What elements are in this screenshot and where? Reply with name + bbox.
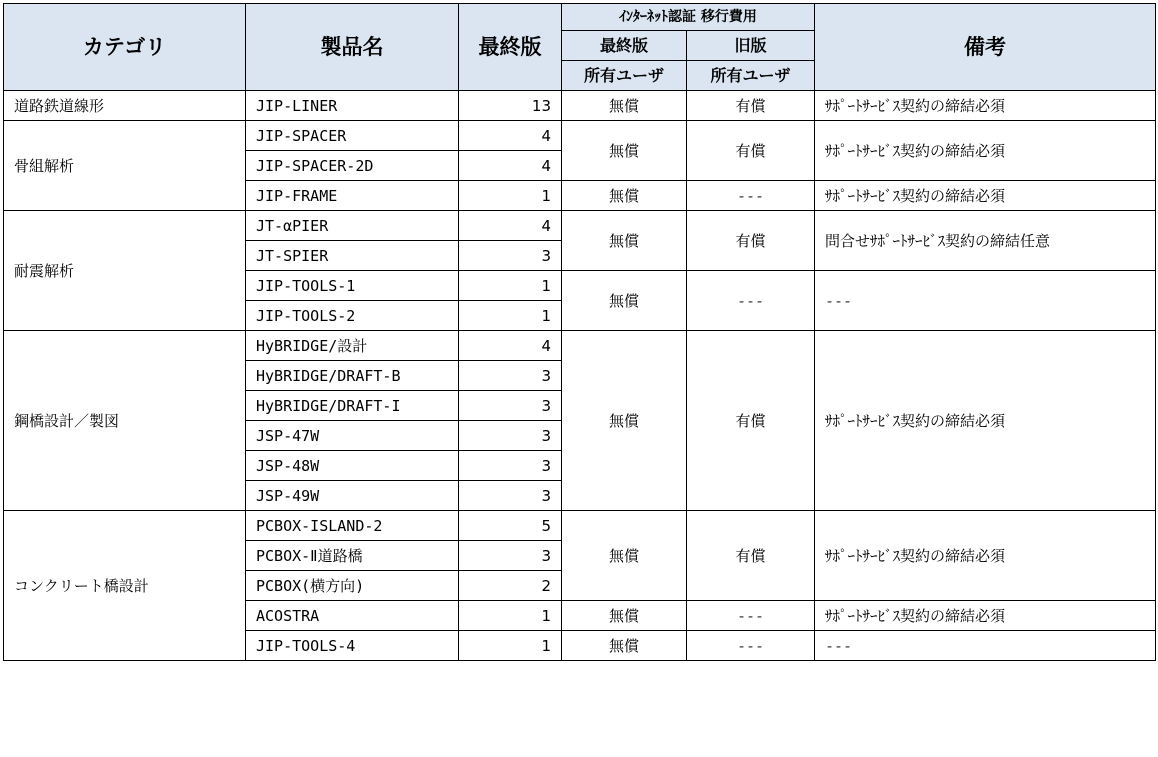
product-name-cell: JIP-TOOLS-4 [246,631,459,661]
product-name-cell: JSP-47W [246,421,459,451]
product-name-cell: HyBRIDGE/設計 [246,331,459,361]
category-cell: 骨組解析 [4,121,246,211]
category-cell: 耐震解析 [4,211,246,331]
latest-owner-cost-cell: 無償 [562,91,687,121]
migration-cost-table [3,3,1156,661]
version-cell: 1 [459,301,562,331]
header-category: カテゴリ [4,4,246,91]
product-name-cell: ACOSTRA [246,601,459,631]
version-cell: 3 [459,391,562,421]
product-name-cell: HyBRIDGE/DRAFT-B [246,361,459,391]
header-latest-owner-line2: 所有ユーザ [562,61,687,91]
version-cell: 3 [459,241,562,271]
note-cell: ｻﾎﾟｰﾄｻｰﾋﾞｽ契約の締結必須 [815,181,1156,211]
note-cell: ｻﾎﾟｰﾄｻｰﾋﾞｽ契約の締結必須 [815,121,1156,181]
header-notes: 備考 [815,4,1156,91]
latest-owner-cost-cell: 無償 [562,601,687,631]
header-old-owner-line2: 所有ユーザ [687,61,815,91]
header-old-owner-line1: 旧版 [687,31,815,61]
version-cell: 1 [459,181,562,211]
table-row [4,211,1156,241]
migration-cost-table-container [3,3,1156,661]
old-owner-cost-cell: --- [687,631,815,661]
product-name-cell: PCBOX(横方向) [246,571,459,601]
product-name-cell: JSP-49W [246,481,459,511]
version-cell: 4 [459,121,562,151]
product-name-cell: PCBOX-Ⅱ道路橋 [246,541,459,571]
header-migration-cost: ｲﾝﾀｰﾈｯﾄ認証 移行費用 [562,4,815,31]
header-product-name: 製品名 [246,4,459,91]
note-cell: ｻﾎﾟｰﾄｻｰﾋﾞｽ契約の締結必須 [815,91,1156,121]
product-name-cell: HyBRIDGE/DRAFT-I [246,391,459,421]
note-cell: ｻﾎﾟｰﾄｻｰﾋﾞｽ契約の締結必須 [815,601,1156,631]
note-cell: --- [815,631,1156,661]
version-cell: 3 [459,541,562,571]
product-name-cell: JIP-TOOLS-2 [246,301,459,331]
product-name-cell: PCBOX-ISLAND-2 [246,511,459,541]
old-owner-cost-cell: 有償 [687,511,815,601]
product-name-cell: JIP-SPACER [246,121,459,151]
version-cell: 4 [459,211,562,241]
version-cell: 5 [459,511,562,541]
version-cell: 3 [459,421,562,451]
table-row [4,331,1156,361]
latest-owner-cost-cell: 無償 [562,631,687,661]
category-cell: 鋼橋設計／製図 [4,331,246,511]
product-name-cell: JT-SPIER [246,241,459,271]
old-owner-cost-cell: 有償 [687,331,815,511]
latest-owner-cost-cell: 無償 [562,211,687,271]
header-latest-owner-line1: 最終版 [562,31,687,61]
version-cell: 1 [459,601,562,631]
version-cell: 3 [459,451,562,481]
table-row [4,511,1156,541]
old-owner-cost-cell: --- [687,271,815,331]
old-owner-cost-cell: 有償 [687,91,815,121]
version-cell: 3 [459,361,562,391]
latest-owner-cost-cell: 無償 [562,511,687,601]
old-owner-cost-cell: --- [687,181,815,211]
note-cell: ｻﾎﾟｰﾄｻｰﾋﾞｽ契約の締結必須 [815,331,1156,511]
old-owner-cost-cell: --- [687,601,815,631]
product-name-cell: JSP-48W [246,451,459,481]
note-cell: 問合せｻﾎﾟｰﾄｻｰﾋﾞｽ契約の締結任意 [815,211,1156,271]
latest-owner-cost-cell: 無償 [562,181,687,211]
version-cell: 2 [459,571,562,601]
product-name-cell: JIP-FRAME [246,181,459,211]
table-row [4,121,1156,151]
latest-owner-cost-cell: 無償 [562,121,687,181]
product-name-cell: JT-αPIER [246,211,459,241]
latest-owner-cost-cell: 無償 [562,331,687,511]
old-owner-cost-cell: 有償 [687,211,815,271]
version-cell: 4 [459,331,562,361]
table-body [4,91,1156,661]
version-cell: 13 [459,91,562,121]
product-name-cell: JIP-TOOLS-1 [246,271,459,301]
note-cell: --- [815,271,1156,331]
product-name-cell: JIP-SPACER-2D [246,151,459,181]
product-name-cell: JIP-LINER [246,91,459,121]
table-header [4,4,1156,91]
note-cell: ｻﾎﾟｰﾄｻｰﾋﾞｽ契約の締結必須 [815,511,1156,601]
version-cell: 1 [459,631,562,661]
table-row [4,91,1156,121]
version-cell: 3 [459,481,562,511]
header-latest-version: 最終版 [459,4,562,91]
latest-owner-cost-cell: 無償 [562,271,687,331]
version-cell: 4 [459,151,562,181]
category-cell: コンクリート橋設計 [4,511,246,661]
old-owner-cost-cell: 有償 [687,121,815,181]
version-cell: 1 [459,271,562,301]
category-cell: 道路鉄道線形 [4,91,246,121]
